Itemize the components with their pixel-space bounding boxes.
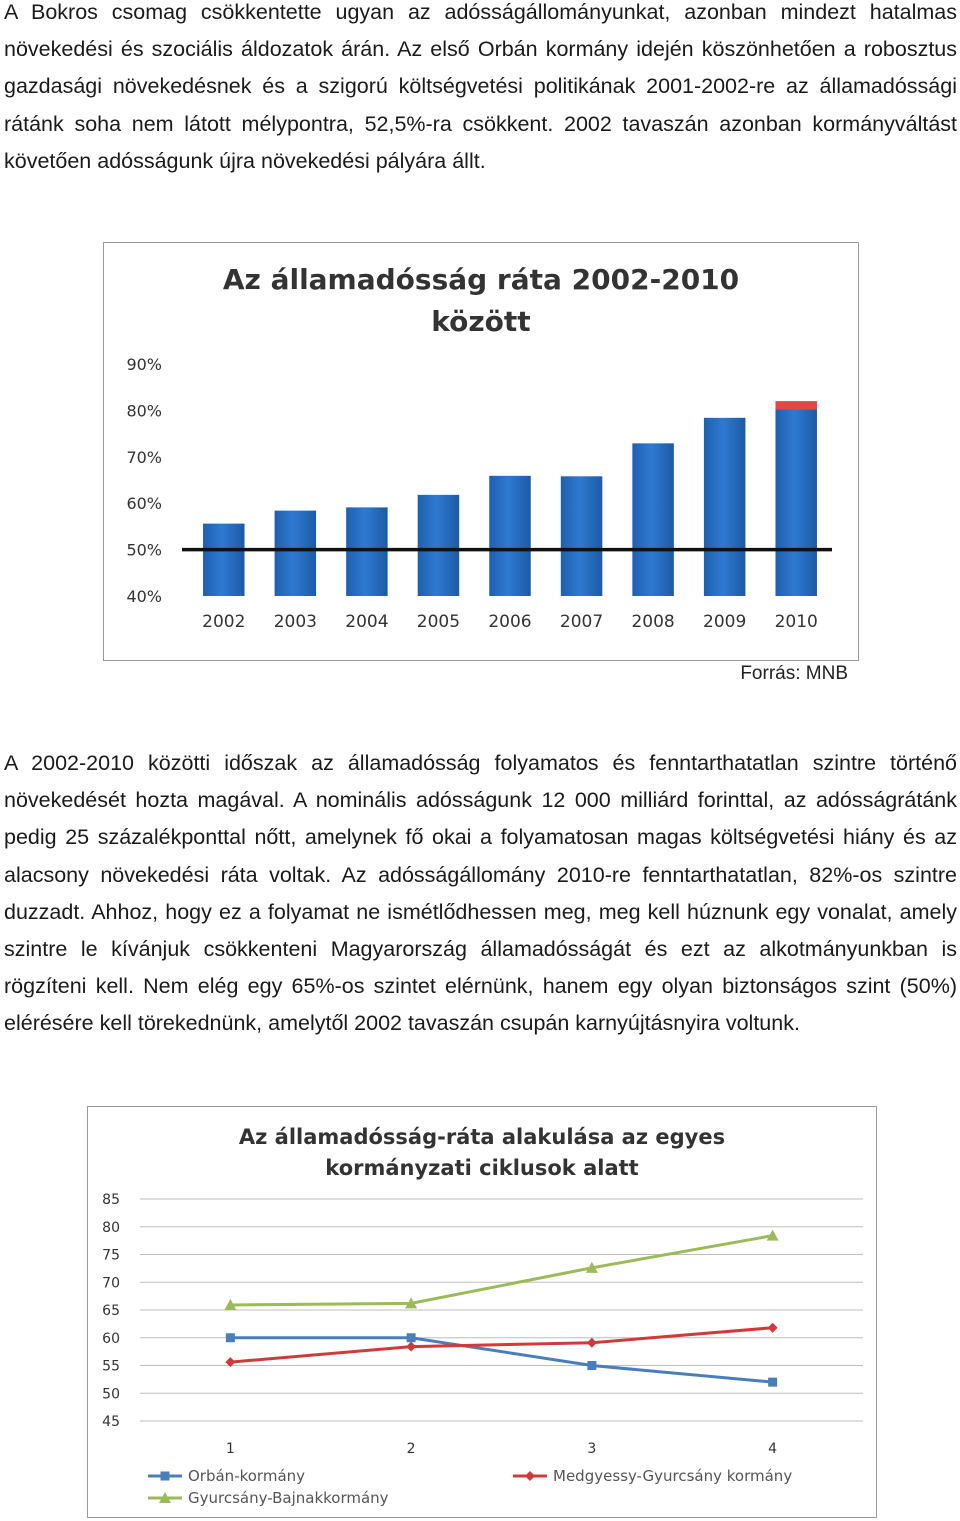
y-tick-label: 80: [102, 1219, 120, 1236]
y-tick-label: 40%: [126, 587, 162, 606]
y-tick-label: 75: [102, 1247, 120, 1264]
y-tick-label: 90%: [126, 355, 162, 374]
debt-ratio-line-chart: [87, 1106, 877, 1518]
x-tick-label: 2005: [416, 612, 461, 632]
debt-ratio-bar-chart: [103, 242, 859, 661]
y-tick-label: 50%: [126, 540, 162, 560]
y-tick-label: 80%: [126, 401, 162, 421]
x-tick-label: 2009: [703, 612, 747, 632]
line-chart-svg: [88, 1107, 876, 1517]
bar-2009: [704, 418, 746, 596]
bar-2004: [346, 507, 388, 596]
series-point-0: [587, 1361, 596, 1370]
series-line-1: [230, 1328, 772, 1362]
y-tick-label: 65: [102, 1303, 120, 1319]
x-tick-label: 2010: [774, 612, 818, 632]
bar-2008: [632, 443, 674, 596]
bar-2003: [275, 511, 317, 596]
series-point-0: [407, 1333, 416, 1342]
bar-2007: [561, 476, 603, 596]
x-tick-label: 2: [406, 1441, 416, 1457]
chart-title-line: Az államadósság ráta 2002-2010: [222, 263, 740, 296]
series-point-1: [768, 1323, 778, 1333]
x-tick-label: 4: [768, 1441, 778, 1457]
y-tick-label: 70%: [126, 447, 162, 467]
x-tick-label: 1: [225, 1441, 235, 1457]
series-line-2: [230, 1236, 772, 1305]
x-tick-label: 2003: [273, 612, 317, 632]
bar-2010: [775, 409, 817, 596]
legend-marker-1: [525, 1471, 535, 1481]
x-tick-label: 3: [587, 1441, 597, 1457]
chart-title-line: kormányzati ciklusok alatt: [325, 1156, 639, 1180]
y-tick-label: 60: [102, 1330, 120, 1347]
bar-chart-svg: [104, 243, 858, 660]
paragraph-intro: A Bokros csomag csökkentette ugyan az adósságállományunkat, azonban mindezt hatalmas növekedési és szociális áldozatok árán. Az első Orbán kormány idején köszönhetően a robosztus gazdasági növekedésnek és a szigorú költségvetési politikának 2001-2002-re az államadóssági rátánk soha nem látott mélypontra, 52,5%-ra csökkent. 2002 tavaszán azonban kormányváltást követően adósságunk újra növekedési pályára állt.: [4, 0, 957, 173]
series-point-0: [226, 1333, 235, 1342]
bar-2005: [418, 495, 460, 596]
bar-2006: [489, 476, 531, 596]
x-tick-label: 2007: [559, 612, 604, 632]
x-tick-label: 2006: [488, 612, 532, 632]
legend-label-0: Orbán-kormány: [188, 1467, 306, 1485]
chart-title-line: Az államadósság-ráta alakulása az egyes: [238, 1125, 726, 1149]
bar-2002: [203, 524, 245, 596]
series-point-1: [587, 1338, 597, 1348]
y-tick-label: 55: [102, 1358, 120, 1375]
x-tick-label: 2008: [631, 612, 675, 632]
source-label: Forrás: MNB: [740, 663, 848, 684]
chart-title-line: között: [431, 305, 531, 338]
legend-label-1: Medgyessy-Gyurcsány kormány: [553, 1467, 793, 1485]
paragraph-main: A 2002-2010 közötti időszak az államadósság folyamatos és fenntarthatatlan szintre történő növekedését hozta magával. A nominális adósságunk 12 000 milliárd forinttal, az adósságrátánk pedig 25 százalékponttal nőtt, amelynek fő okai a folyamatosan magas költségvetési hiány és az alacsony növekedési ráta voltak. Az adósságállomány 2010-re fenntarthatatlan, 82%-os szintre duzzadt. Ahhoz, hogy ez a folyamat ne ismétlődhessen meg, meg kell húznunk egy vonalat, amely szintre le kívánjuk csökkenteni Magyarország államadósságát és ezt az alkotmányunkban is rögzíteni kell. Nem elég egy 65%-os szintet elérnünk, hanem egy olyan biztonságos szint (50%) elérésére kell törekednünk, amelytől 2002 tavaszán csupán karnyújtásnyira voltunk.: [4, 751, 957, 1036]
y-tick-label: 70: [102, 1275, 120, 1292]
legend-marker-0: [161, 1472, 170, 1481]
legend-label-2: Gyurcsány-Bajnakkormány: [188, 1489, 389, 1507]
x-tick-label: 2002: [202, 612, 246, 632]
x-tick-label: 2004: [345, 612, 389, 632]
bar-overlay-top: [775, 401, 817, 409]
y-tick-label: 50: [102, 1386, 120, 1403]
y-tick-label: 45: [102, 1414, 120, 1430]
series-point-0: [768, 1378, 777, 1387]
y-tick-label: 60%: [126, 494, 162, 514]
series-point-1: [406, 1342, 416, 1352]
y-tick-label: 85: [102, 1192, 120, 1208]
